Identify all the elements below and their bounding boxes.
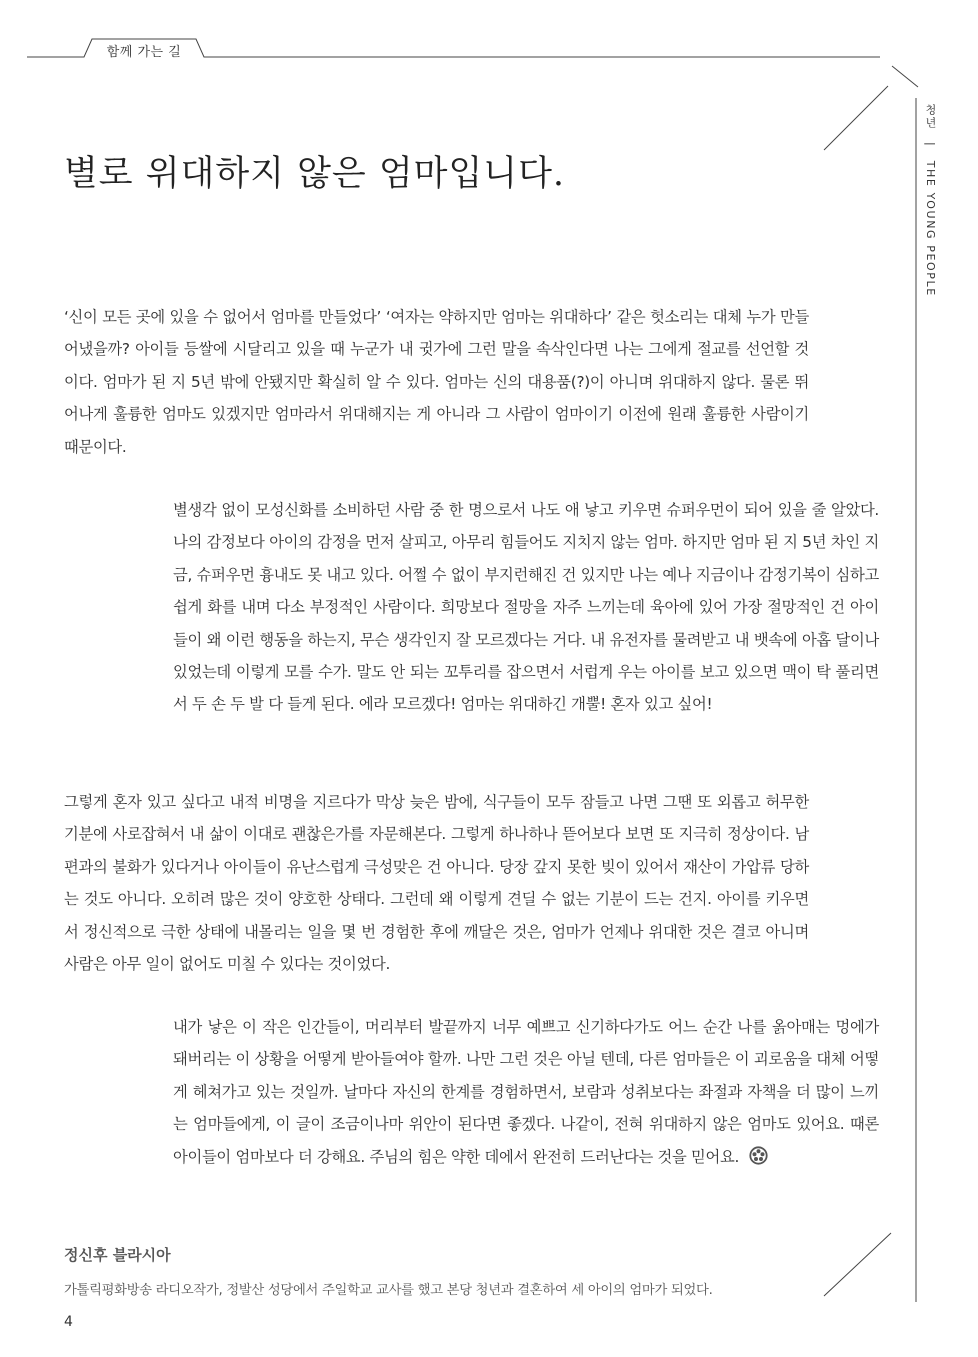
section-tab-label: 함께 가는 길 — [106, 45, 182, 60]
paragraph-3: 그렇게 혼자 있고 싶다고 내적 비명을 지르다가 막상 늦은 밤에, 식구들이 모두 잠들고 나면 그땐 또 외롭고 허무한 기분에 사로잡혀서 내 삶이 이대로 괜찮은가를 자문해본다. 그렇게 하나하나 뜯어보다 보면 또 지극히 정상이다. 남편과의 불화가 있다거나 아이들이 유난스럽게 극성맞은 건 아니다. 당장 갚지 못한 빚이 있어서 재산이 가압류 당하는 것도 아니다. 오히려 많은 것이 양호한 상태다. 그런데 왜 이렇게 견딜 수 없는 기분이 드는 건지. 아이를 키우면서 정신적으로 극한 상태에 내몰리는 일을 몇 번 경험한 후에 깨달은 것은, 엄마가 언제나 위대한 것은 결코 아니며 사람은 아무 일이 없어도 미칠 수 있다는 것이었다. — [64, 793, 809, 974]
paragraph-4-indented — [173, 1011, 879, 1173]
footer-diagonal-line — [824, 1233, 891, 1296]
series-separator: | — [924, 142, 937, 148]
author-name: 정신후 블라시아 — [64, 1246, 171, 1264]
paragraph-2-indented: 별생각 없이 모성신화를 소비하던 사람 중 한 명으로서 나도 애 낳고 키우면 슈퍼우먼이 되어 있을 줄 알았다. 나의 감정보다 아이의 감정을 먼저 살피고, 아무리 힘들어도 지치지 않는 엄마. 하지만 엄마 된 지 5년 차인 지금, 슈퍼우먼 흉내도 못 내고 있다. 어쩔 수 없이 부지런해진 건 있지만 나는 예나 지금이나 감정기복이 심하고 쉽게 화를 내며 다소 부정적인 사람이다. 희망보다 절망을 자주 느끼는데 육아에 있어 가장 절망적인 건 아이들이 왜 이런 행동을 하는지, 무슨 생각인지 잘 모르겠다는 거다. 내 유전자를 물려받고 내 뱃속에 아홉 달이나 있었는데 이렇게 모를 수가. 말도 안 되는 꼬투리를 잡으면서 서럽게 우는 아이를 보고 있으면 맥이 탁 풀리면서 두 손 두 발 다 들게 된다. 에라 모르겠다! 엄마는 위대하긴 개뿔! 혼자 있고 싶어! — [173, 501, 879, 714]
page-number: 4 — [64, 1314, 73, 1330]
paragraph-4-text: 내가 낳은 이 작은 인간들이, 머리부터 발끝까지 너무 예쁘고 신기하다가도 어느 순간 나를 옭아매는 멍에가 돼버리는 이 상황을 어떻게 받아들여야 할까. 나만 그런 것은 아닐 텐데, 다른 엄마들은 이 괴로움을 대체 어떻게 헤쳐가고 있는 것일까. 날마다 자신의 한계를 경험하면서, 보람과 성취보다는 좌절과 자책을 더 많이 느끼는 엄마들에게, 이 글이 조금이나마 위안이 된다면 좋겠다. 나같이, 전혀 위대하지 않은 엄마도 있어요. 때론 아이들이 엄마보다 더 강해요. 주님의 힘은 약한 데에서 완전히 드러난다는 것을 믿어요. — [173, 1018, 879, 1166]
author-bio: 가톨릭평화방송 라디오작가, 정발산 성당에서 주일학교 교사를 했고 본당 청년과 결혼하여 세 아이의 엄마가 되었다. — [64, 1283, 713, 1298]
paragraph-1: ‘신이 모든 곳에 있을 수 없어서 엄마를 만들었다’ ‘여자는 약하지만 엄마는 위대하다’ 같은 헛소리는 대체 누가 만들어냈을까? 아이들 등쌀에 시달리고 있을 때 누군가 내 귓가에 그런 말을 속삭인다면 나는 그에게 절교를 선언할 것이다. 엄마가 된 지 5년 밖에 안됐지만 확실히 알 수 있다. 엄마는 신의 대용품(?)이 아니며 위대하지 않다. 물론 뛰어나게 훌륭한 엄마도 있겠지만 엄마라서 위대해지는 게 아니라 그 사람이 엄마이기 이전에 원래 훌륭한 사람이기 때문이다. — [64, 308, 809, 456]
series-label — [922, 104, 938, 297]
series-english: THE YOUNG PEOPLE — [924, 160, 937, 297]
end-mark-icon — [749, 1146, 768, 1165]
header-diagonal-line — [824, 86, 888, 150]
header-corner-line — [892, 66, 918, 87]
series-korean: 청년 — [924, 104, 937, 130]
article-title: 별로 위대하지 않은 엄마입니다. — [64, 154, 566, 194]
